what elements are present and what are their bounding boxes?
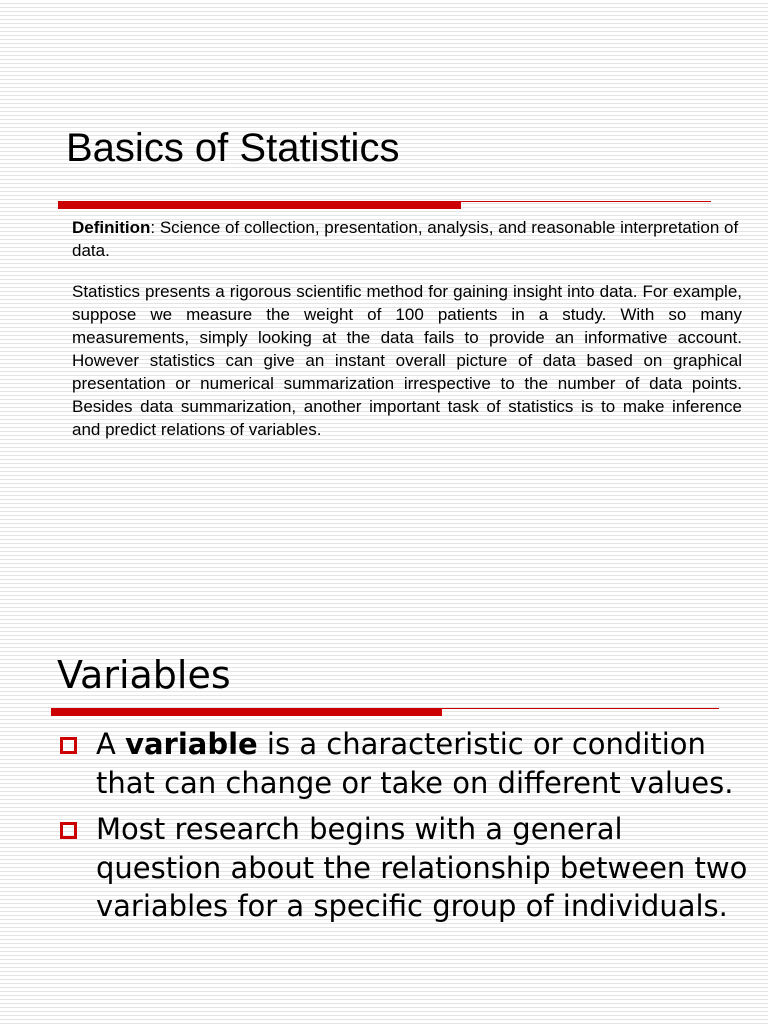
hollow-square-bullet-icon <box>60 737 77 754</box>
definition-paragraph <box>72 216 742 262</box>
definition-label: Definition <box>72 218 151 237</box>
title-underline <box>51 708 719 716</box>
title-underline <box>58 201 711 209</box>
slide-title: Variables <box>57 653 231 697</box>
bullet-text-suffix: is a characteristic or condition that can change or take on different values. <box>96 727 734 800</box>
slide-title: Basics of Statistics <box>66 126 400 170</box>
underline-thick-bar <box>51 708 442 716</box>
underline-thin-line <box>461 201 711 202</box>
underline-thick-bar <box>58 201 461 209</box>
bullet-text-prefix: A <box>96 727 126 761</box>
bullet-text: Most research begins with a general question about the relationship between two variables for a specific group of individuals. <box>96 812 748 923</box>
slide-variables <box>0 512 768 1024</box>
hollow-square-bullet-icon <box>60 822 77 839</box>
bullet-item-variable-definition <box>58 725 748 802</box>
underline-thin-line <box>442 708 719 709</box>
statistics-paragraph: Statistics presents a rigorous scientific method for gaining insight into data. For example, suppose we measure the weight of 100 patients in a study. With so many measurements, simply looking at the data fails to provide an informative account. However statistics can give an instant overall picture of data based on graphical presentation or numerical summarization irrespective to the number of data points. Besides data summarization, another important task of statistics is to make inference and predict relations of variables. <box>72 282 742 439</box>
bullet-item-research-question <box>58 810 748 926</box>
bullet-list <box>58 725 748 934</box>
bullet-text-bold-term: variable <box>125 727 258 761</box>
definition-text: : Science of collection, presentation, analysis, and reasonable interpretation of data. <box>72 218 739 260</box>
